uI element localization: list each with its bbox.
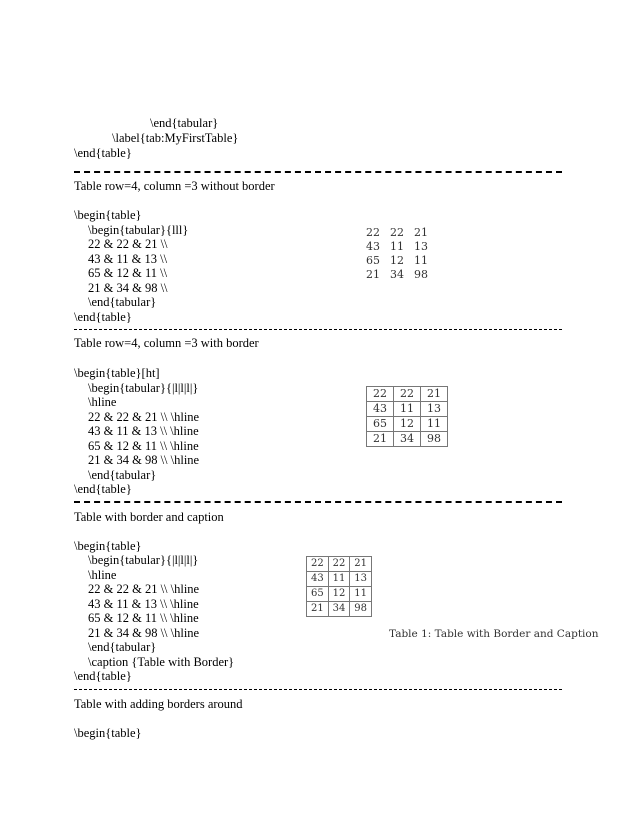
table-cell: 98	[350, 602, 372, 617]
table-row	[307, 572, 372, 587]
code-line: \end{table}	[74, 669, 132, 683]
table-cell: 22	[390, 226, 404, 239]
table-row	[307, 602, 372, 617]
table-cell: 22	[367, 387, 394, 402]
table-cell: 11	[421, 417, 448, 432]
code-line: 43 & 11 & 13 \\ \hline	[88, 424, 199, 438]
code-line: \begin{table}	[74, 539, 142, 553]
table-cell: 43	[367, 402, 394, 417]
table-cell: 13	[350, 572, 372, 587]
table-cell: 43	[366, 240, 380, 253]
table-cell: 22	[328, 557, 350, 572]
code-line: \begin{tabular}{lll}	[88, 223, 189, 237]
table-row	[367, 387, 448, 402]
code-line: \end{tabular}	[88, 468, 157, 482]
table-cell: 22	[366, 226, 380, 239]
table-row	[366, 226, 438, 240]
table-row	[367, 417, 448, 432]
code-line: 65 & 12 & 11 \\ \hline	[88, 611, 199, 625]
code-line: \label{tab:MyFirstTable}	[112, 131, 239, 145]
rendered-table-captioned	[306, 556, 372, 617]
section-heading: Table row=4, column =3 with border	[74, 336, 259, 350]
table-cell: 11	[394, 402, 421, 417]
code-line: 22 & 22 & 21 \\	[88, 237, 168, 251]
code-line: \end{table}	[74, 482, 132, 496]
code-line: \begin{table}	[74, 726, 142, 740]
table-cell: 21	[307, 602, 329, 617]
code-line: 21 & 34 & 98 \\ \hline	[88, 453, 200, 467]
table-cell: 34	[328, 602, 350, 617]
code-line: \end{tabular}	[150, 116, 219, 130]
code-line: \end{tabular}	[88, 295, 157, 309]
code-line: \begin{tabular}{|l|l|l|}	[88, 553, 199, 567]
table-cell: 12	[390, 254, 404, 267]
code-line: \hline	[88, 395, 117, 409]
code-line: \end{table}	[74, 310, 132, 324]
table-cell: 43	[307, 572, 329, 587]
code-line: \end{table}	[74, 146, 132, 160]
table-cell: 21	[367, 432, 394, 447]
table-cell: 65	[366, 254, 380, 267]
code-line: \caption {Table with Border}	[88, 655, 235, 669]
table-cell: 21	[414, 226, 428, 239]
table-cell: 12	[394, 417, 421, 432]
table-cell: 34	[390, 268, 404, 281]
code-line: 65 & 12 & 11 \\	[88, 266, 168, 280]
table-cell: 11	[328, 572, 350, 587]
code-line: 43 & 11 & 13 \\	[88, 252, 168, 266]
section-divider	[74, 329, 562, 330]
rendered-table-bordered	[366, 386, 448, 447]
table-cell: 21	[421, 387, 448, 402]
table-cell: 22	[394, 387, 421, 402]
table-row	[367, 432, 448, 447]
table-cell: 11	[390, 240, 404, 253]
code-line: \begin{tabular}{|l|l|l|}	[88, 381, 199, 395]
section-heading: Table with adding borders around	[74, 697, 243, 711]
table-cell: 65	[367, 417, 394, 432]
table-cell: 21	[366, 268, 380, 281]
section-divider	[74, 689, 562, 690]
table-cell: 11	[350, 587, 372, 602]
table-cell: 22	[307, 557, 329, 572]
table-cell: 98	[421, 432, 448, 447]
rendered-table-plain	[366, 226, 438, 282]
code-line: 22 & 22 & 21 \\ \hline	[88, 410, 200, 424]
code-line: 65 & 12 & 11 \\ \hline	[88, 439, 199, 453]
code-line: \hline	[88, 568, 117, 582]
code-line: \begin{table}	[74, 208, 142, 222]
code-line: \end{tabular}	[88, 640, 157, 654]
section-divider	[74, 171, 562, 173]
table-cell: 34	[394, 432, 421, 447]
table-cell: 12	[328, 587, 350, 602]
code-line: 21 & 34 & 98 \\ \hline	[88, 626, 200, 640]
table-cell: 98	[414, 268, 428, 281]
table-row	[366, 268, 438, 282]
table-row	[366, 254, 438, 268]
table-cell: 13	[414, 240, 428, 253]
table-row	[307, 557, 372, 572]
table-cell: 65	[307, 587, 329, 602]
table-row	[367, 402, 448, 417]
code-line: \begin{table}[ht]	[74, 366, 160, 380]
table-cell: 11	[414, 254, 428, 267]
code-line: 43 & 11 & 13 \\ \hline	[88, 597, 199, 611]
table-row	[366, 240, 438, 254]
section-divider	[74, 501, 562, 503]
code-line: 21 & 34 & 98 \\	[88, 281, 168, 295]
section-heading: Table row=4, column =3 without border	[74, 179, 275, 193]
table-caption: Table 1: Table with Border and Caption	[389, 628, 599, 640]
table-row	[307, 587, 372, 602]
table-cell: 21	[350, 557, 372, 572]
table-cell: 13	[421, 402, 448, 417]
code-line: 22 & 22 & 21 \\ \hline	[88, 582, 200, 596]
section-heading: Table with border and caption	[74, 510, 224, 524]
